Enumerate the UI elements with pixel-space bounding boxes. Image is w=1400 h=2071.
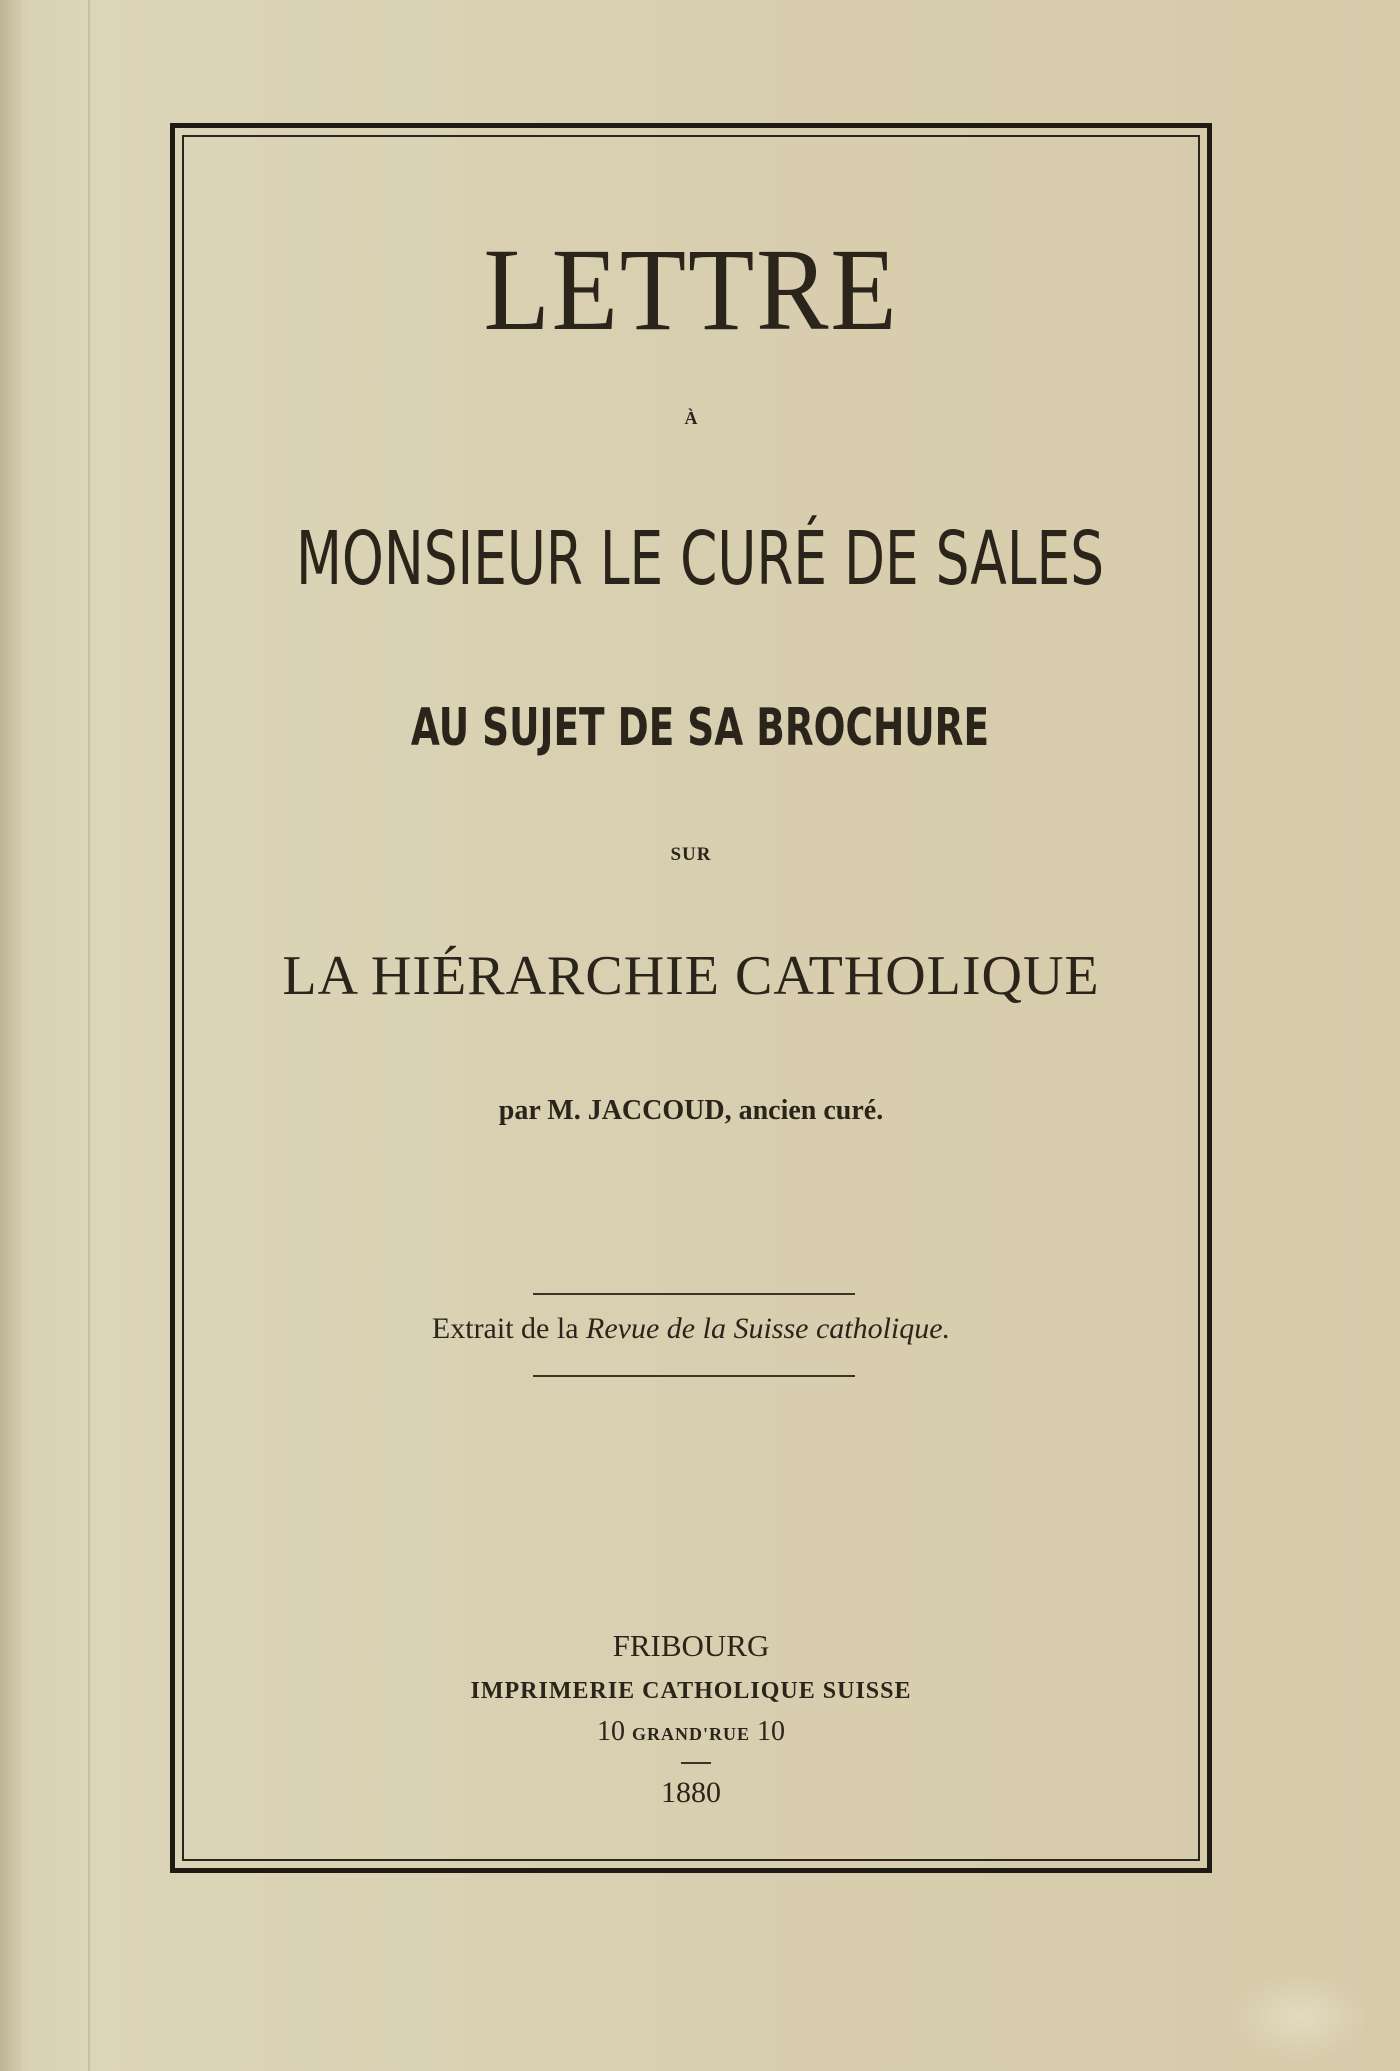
document-title: LETTRE <box>483 224 899 355</box>
address-street: GRAND'RUE <box>631 1724 750 1744</box>
imprint-year: 1880 <box>661 1776 721 1809</box>
heading-topic: LA HIÉRARCHIE CATHOLIQUE <box>282 945 1100 1007</box>
page-spine <box>0 0 22 2071</box>
top-rule <box>533 1293 855 1295</box>
extract-prefix: Extrait de la <box>431 1312 587 1345</box>
extract-note <box>190 1312 1192 1346</box>
preposition: À <box>684 408 698 428</box>
heading-addressee: MONSIEUR LE CURÉ DE SALES <box>295 516 1105 602</box>
author-line: par M. JACCOUD, ancien curé. <box>498 1095 884 1126</box>
bottom-rule <box>533 1375 855 1377</box>
imprint-address <box>190 1716 1192 1748</box>
imprint-printer: IMPRIMERIE CATHOLIQUE SUISSE <box>470 1678 912 1704</box>
short-dash-rule <box>681 1762 711 1764</box>
connector-word: SUR <box>670 844 712 865</box>
address-number-right: 10 <box>757 1716 785 1747</box>
address-number-left: 10 <box>596 1716 625 1747</box>
paper-stain <box>1230 1972 1370 2062</box>
imprint-city: FRIBOURG <box>612 1628 770 1663</box>
extract-source: Revue de la Suisse catholique. <box>586 1312 951 1345</box>
heading-subject: AU SUJET DE SA BROCHURE <box>410 698 990 758</box>
binding-crease <box>88 0 90 2071</box>
